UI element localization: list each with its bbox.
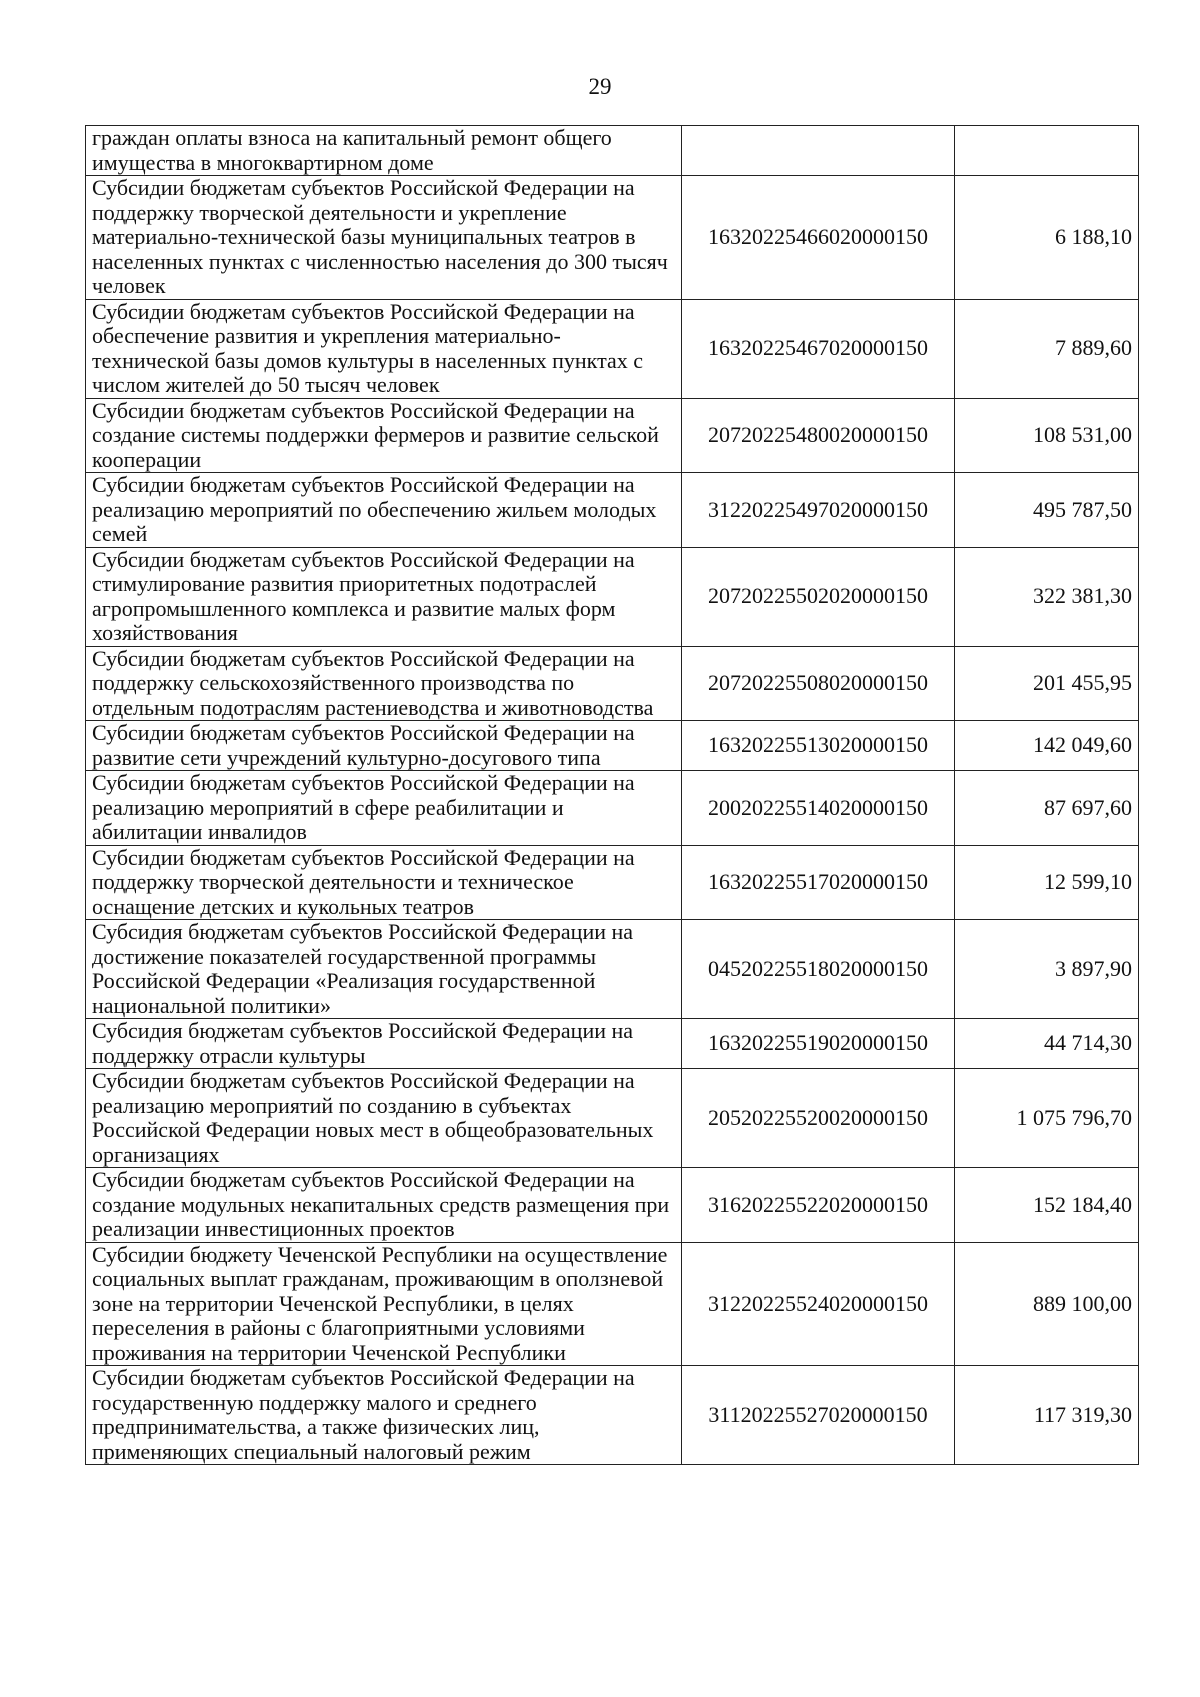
row-description: Субсидии бюджетам субъектов Российской Федерации на создание модульных некапитальных средств размещения при реализации инвестиционных проектов [86, 1168, 682, 1243]
row-code [682, 126, 955, 176]
row-description: Субсидии бюджетам субъектов Российской Федерации на реализацию мероприятий в сфере реабилитации и абилитации инвалидов [86, 771, 682, 846]
row-amount: 3 897,90 [955, 920, 1139, 1019]
row-code: 16320225467020000150 [682, 299, 955, 398]
row-amount: 322 381,30 [955, 547, 1139, 646]
table-row [86, 547, 1139, 646]
row-code: 20720225508020000150 [682, 646, 955, 721]
row-amount: 44 714,30 [955, 1019, 1139, 1069]
row-amount: 108 531,00 [955, 398, 1139, 473]
row-code: 16320225517020000150 [682, 845, 955, 920]
row-amount: 889 100,00 [955, 1242, 1139, 1366]
row-code: 20720225502020000150 [682, 547, 955, 646]
row-description: Субсидии бюджетам субъектов Российской Федерации на поддержку творческой деятельности и техническое оснащение детских и кукольных театров [86, 845, 682, 920]
table-row [86, 920, 1139, 1019]
row-description: Субсидии бюджетам субъектов Российской Федерации на государственную поддержку малого и среднего предпринимательства, а также физических лиц, применяющих специальный налоговый режим [86, 1366, 682, 1465]
table-row [86, 126, 1139, 176]
row-description: Субсидии бюджетам субъектов Российской Федерации на развитие сети учреждений культурно-досугового типа [86, 721, 682, 771]
row-description: Субсидии бюджетам субъектов Российской Федерации на создание системы поддержки фермеров и развитие сельской кооперации [86, 398, 682, 473]
budget-table [85, 125, 1139, 1465]
row-description: граждан оплаты взноса на капитальный ремонт общего имущества в многоквартирном доме [86, 126, 682, 176]
table-row [86, 1019, 1139, 1069]
row-amount: 6 188,10 [955, 176, 1139, 300]
table-row [86, 473, 1139, 548]
row-description: Субсидии бюджетам субъектов Российской Федерации на обеспечение развития и укрепления материально-технической базы домов культуры в населенных пунктах с числом жителей до 50 тысяч человек [86, 299, 682, 398]
row-code: 20720225480020000150 [682, 398, 955, 473]
row-amount: 495 787,50 [955, 473, 1139, 548]
row-code: 20520225520020000150 [682, 1069, 955, 1168]
row-description: Субсидии бюджету Чеченской Республики на осуществление социальных выплат гражданам, проживающим в оползневой зоне на территории Чеченской Республики, в целях переселения в районы с благоприятными условиями проживания на территории Чеченской Республики [86, 1242, 682, 1366]
row-code: 31120225527020000150 [682, 1366, 955, 1465]
row-amount: 152 184,40 [955, 1168, 1139, 1243]
row-code: 20020225514020000150 [682, 771, 955, 846]
table-row [86, 845, 1139, 920]
row-amount [955, 126, 1139, 176]
table-row [86, 176, 1139, 300]
table-row [86, 721, 1139, 771]
table-row [86, 299, 1139, 398]
row-description: Субсидии бюджетам субъектов Российской Федерации на поддержку сельскохозяйственного производства по отдельным подотраслям растениеводства и животноводства [86, 646, 682, 721]
row-code: 16320225513020000150 [682, 721, 955, 771]
row-description: Субсидии бюджетам субъектов Российской Федерации на реализацию мероприятий по обеспечению жильем молодых семей [86, 473, 682, 548]
row-code: 04520225518020000150 [682, 920, 955, 1019]
table-row [86, 1168, 1139, 1243]
row-amount: 142 049,60 [955, 721, 1139, 771]
page-number: 29 [588, 74, 612, 99]
row-description: Субсидия бюджетам субъектов Российской Федерации на достижение показателей государственной программы Российской Федерации «Реализация государственной национальной политики» [86, 920, 682, 1019]
table-row [86, 1069, 1139, 1168]
row-description: Субсидия бюджетам субъектов Российской Федерации на поддержку отрасли культуры [86, 1019, 682, 1069]
row-code: 31220225524020000150 [682, 1242, 955, 1366]
row-code: 16320225466020000150 [682, 176, 955, 300]
row-amount: 1 075 796,70 [955, 1069, 1139, 1168]
row-amount: 201 455,95 [955, 646, 1139, 721]
row-amount: 117 319,30 [955, 1366, 1139, 1465]
row-code: 31220225497020000150 [682, 473, 955, 548]
row-amount: 87 697,60 [955, 771, 1139, 846]
row-code: 16320225519020000150 [682, 1019, 955, 1069]
table-row [86, 1242, 1139, 1366]
table-row [86, 398, 1139, 473]
row-description: Субсидии бюджетам субъектов Российской Федерации на поддержку творческой деятельности и укрепление материально-технической базы муниципальных театров в населенных пунктах с численностью населения до 300 тысяч человек [86, 176, 682, 300]
table-row [86, 771, 1139, 846]
row-amount: 12 599,10 [955, 845, 1139, 920]
table-row [86, 646, 1139, 721]
row-amount: 7 889,60 [955, 299, 1139, 398]
row-description: Субсидии бюджетам субъектов Российской Федерации на стимулирование развития приоритетных подотраслей агропромышленного комплекса и развитие малых форм хозяйствования [86, 547, 682, 646]
table-row [86, 1366, 1139, 1465]
row-code: 31620225522020000150 [682, 1168, 955, 1243]
row-description: Субсидии бюджетам субъектов Российской Федерации на реализацию мероприятий по созданию в субъектах Российской Федерации новых мест в общеобразовательных организациях [86, 1069, 682, 1168]
